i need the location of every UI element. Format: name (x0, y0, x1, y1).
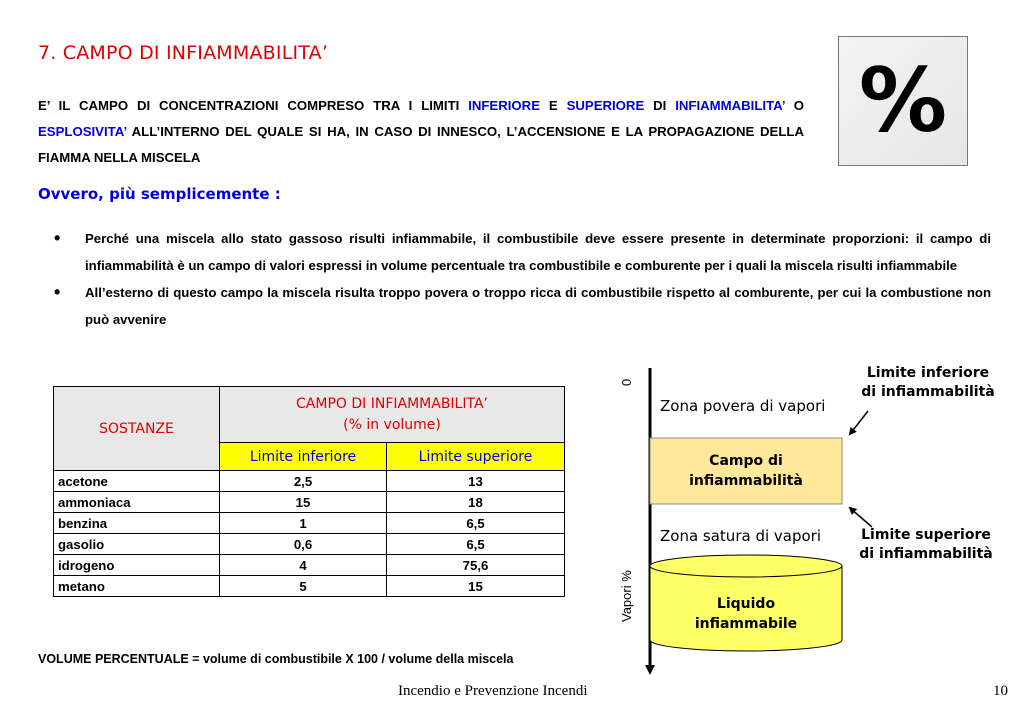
liquid-label-line2: infiammabile (694, 616, 798, 632)
upper-limit-pointer (850, 508, 872, 527)
intro-text-2: E (540, 98, 567, 113)
col-header-upper: Limite superiore (387, 443, 565, 471)
cell-lower: 2,5 (220, 471, 387, 492)
cell-lower: 0,6 (220, 534, 387, 555)
intro-text-1: E’ IL CAMPO DI CONCENTRAZIONI COMPRESO TRA I LIMITI (38, 98, 469, 113)
upper-limit-label (846, 526, 1006, 564)
lower-limit-line1: Limite inferiore (866, 365, 990, 381)
percent-symbol: % (858, 49, 948, 152)
cell-upper: 15 (387, 576, 565, 597)
axis-label: Vapori % (619, 570, 634, 622)
liquid-label (650, 594, 842, 634)
group-header-line2: (% in volume) (343, 416, 441, 433)
cell-upper: 75,6 (387, 555, 565, 576)
bullet-icon: • (54, 228, 61, 248)
upper-limit-line1: Limite superiore (861, 527, 991, 543)
cell-upper: 13 (387, 471, 565, 492)
formula-text: VOLUME PERCENTUALE = volume di combustibile X 100 / volume della miscela (38, 652, 514, 666)
liquid-cylinder-top (650, 555, 842, 577)
intro-infiammabilita: INFIAMMABILITA’ (675, 98, 785, 113)
intro-inferiore: INFERIORE (468, 98, 540, 113)
col-header-lower: Limite inferiore (220, 443, 387, 471)
intro-text-3: DI (644, 98, 676, 113)
cell-substance: benzina (54, 513, 220, 534)
cell-substance: gasolio (54, 534, 220, 555)
group-header-line1: CAMPO DI INFIAMMABILITA’ (296, 395, 488, 412)
col-header-substances: SOSTANZE (54, 387, 220, 471)
cell-upper: 6,5 (387, 534, 565, 555)
cell-lower: 1 (220, 513, 387, 534)
liquid-label-line1: Liquido (716, 596, 776, 612)
cell-substance: metano (54, 576, 220, 597)
cell-substance: idrogeno (54, 555, 220, 576)
intro-superiore: SUPERIORE (566, 98, 645, 113)
cell-lower: 4 (220, 555, 387, 576)
bullet-text: Perché una miscela allo stato gassoso risulti infiammabile, il combustibile deve essere presente in determinate proporzioni: il campo di infiammabilità è un campo di valori espressi in volume percentuale tra combustibile e comburente per i quali la miscela risulti infiammabile (85, 231, 991, 273)
intro-esplosivita: ESPLOSIVITA’ (38, 124, 127, 139)
lower-limit-line2: di infiammabilità (861, 384, 995, 400)
zone-poor-label: Zona povera di vapori (660, 397, 826, 415)
intro-text-4: O (784, 98, 805, 113)
intro-text-5: ALL’INTERNO DEL QUALE SI HA, IN CASO DI INNESCO, L’ACCENSIONE E LA PROPAGAZIONE DELLA FIAMMA NELLA MISCELA (38, 124, 804, 165)
field-label-line2: infiammabilità (689, 473, 803, 489)
cell-upper: 18 (387, 492, 565, 513)
cell-substance: acetone (54, 471, 220, 492)
cell-lower: 5 (220, 576, 387, 597)
bullet-icon: • (54, 282, 61, 302)
field-box-label (650, 451, 842, 491)
zone-saturated-label: Zona satura di vapori (660, 527, 822, 545)
cell-substance: ammoniaca (54, 492, 220, 513)
cell-upper: 6,5 (387, 513, 565, 534)
subtitle: Ovvero, più semplicemente : (38, 185, 281, 203)
bullet-text: All’esterno di questo campo la miscela risulta troppo povera o troppo ricca di combustibile rispetto al comburente, per cui la combustione non può avvenire (85, 285, 991, 327)
upper-limit-line2: di infiammabilità (859, 546, 993, 562)
lower-limit-pointer (850, 411, 868, 434)
footer-title: Incendio e Prevenzione Incendi (398, 683, 588, 699)
page-title: 7. CAMPO DI INFIAMMABILITA’ (38, 42, 329, 64)
lower-limit-label (848, 364, 1008, 402)
field-label-line1: Campo di (709, 453, 783, 469)
axis-zero-label: 0 (619, 378, 634, 386)
page-number: 10 (993, 683, 1008, 699)
cell-lower: 15 (220, 492, 387, 513)
